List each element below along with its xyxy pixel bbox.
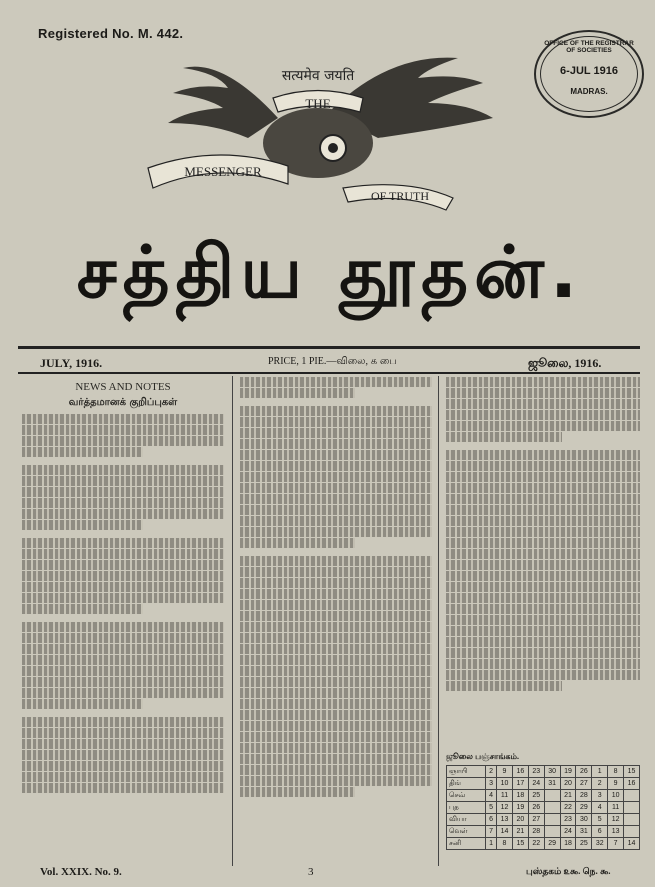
calendar-cell: 22 xyxy=(528,838,544,850)
stamp-date: 6-JUL 1916 xyxy=(560,65,618,77)
calendar-cell: 21 xyxy=(560,790,576,802)
column-divider-1 xyxy=(232,376,233,866)
eagle-wing-left xyxy=(168,67,278,138)
calendar-cell: 8 xyxy=(608,766,624,778)
column-1-body xyxy=(22,414,224,793)
calendar-row xyxy=(447,802,640,814)
calendar-cell: 17 xyxy=(512,778,528,790)
calendar-cell: 9 xyxy=(497,766,513,778)
calendar-cell: 16 xyxy=(512,766,528,778)
calendar-cell: 19 xyxy=(560,766,576,778)
calendar-cell: 4 xyxy=(592,802,608,814)
column-1 xyxy=(22,376,224,794)
calendar-cell xyxy=(624,814,640,826)
news-header: NEWS AND NOTES xyxy=(75,381,171,393)
registrar-stamp xyxy=(534,30,644,118)
calendar-cell: 24 xyxy=(560,826,576,838)
calendar-cell xyxy=(544,814,560,826)
calendar-cell: 5 xyxy=(592,814,608,826)
price: PRICE, 1 PIE.—விலை, ௧ பை xyxy=(268,356,397,367)
masthead-title: சத்திய தூதன். xyxy=(76,230,584,314)
calendar-row xyxy=(447,790,640,802)
calendar-cell: 26 xyxy=(528,802,544,814)
calendar-cell: 8 xyxy=(497,838,513,850)
calendar-cell: 23 xyxy=(560,814,576,826)
calendar-cell xyxy=(624,826,640,838)
calendar-cell: 21 xyxy=(512,826,528,838)
calendar-title: ஜூலை பஞ்சாங்கம். xyxy=(446,752,520,761)
issue-date: JULY, 1916. xyxy=(40,356,103,370)
calendar-cell: 18 xyxy=(512,790,528,802)
calendar-cell: 14 xyxy=(497,826,513,838)
calendar-cell: 2 xyxy=(486,766,497,778)
calendar-cell: 28 xyxy=(576,790,592,802)
calendar-cell: 23 xyxy=(528,766,544,778)
calendar-cell: 28 xyxy=(528,826,544,838)
calendar-cell: 29 xyxy=(576,802,592,814)
calendar-cell: 18 xyxy=(560,838,576,850)
calendar-cell xyxy=(624,802,640,814)
calendar-cell: 30 xyxy=(576,814,592,826)
calendar-cell: 15 xyxy=(624,766,640,778)
column-3 xyxy=(446,376,640,692)
calendar-cell: 29 xyxy=(544,838,560,850)
calendar-cell: 31 xyxy=(576,826,592,838)
calendar-cell xyxy=(544,802,560,814)
calendar-cell: 13 xyxy=(497,814,513,826)
top-rule xyxy=(18,346,640,349)
calendar-cell: 13 xyxy=(608,826,624,838)
emblem-motto: सत्यमेव जयति xyxy=(281,68,355,84)
calendar-row xyxy=(447,838,640,850)
calendar-cell: 20 xyxy=(560,778,576,790)
calendar-day-label: வெள் xyxy=(447,826,486,838)
calendar-cell: 22 xyxy=(560,802,576,814)
calendar-day-label: புத xyxy=(447,802,486,814)
calendar-cell: 12 xyxy=(608,814,624,826)
calendar-cell: 3 xyxy=(592,790,608,802)
eagle-pupil xyxy=(328,143,338,153)
calendar-cell: 20 xyxy=(512,814,528,826)
calendar-cell: 1 xyxy=(486,838,497,850)
column-2-body xyxy=(240,377,432,797)
calendar-cell: 4 xyxy=(486,790,497,802)
calendar-row xyxy=(447,766,640,778)
stamp-text: OFFICE OF THE REGISTRAR OF SOCIETIES xyxy=(544,40,634,54)
calendar-cell: 9 xyxy=(608,778,624,790)
ribbon-left-text: MESSENGER xyxy=(184,164,262,179)
calendar-cell: 25 xyxy=(576,838,592,850)
calendar-row xyxy=(447,778,640,790)
calendar-cell xyxy=(544,826,560,838)
calendar-cell: 31 xyxy=(544,778,560,790)
calendar-cell xyxy=(544,790,560,802)
calendar-cell xyxy=(624,790,640,802)
calendar-cell: 10 xyxy=(608,790,624,802)
column-2 xyxy=(240,376,432,798)
calendar-cell: 3 xyxy=(486,778,497,790)
calendar-cell: 5 xyxy=(486,802,497,814)
calendar-cell: 19 xyxy=(512,802,528,814)
calendar-day-label: திங் xyxy=(447,778,486,790)
calendar-cell: 6 xyxy=(486,814,497,826)
calendar-day-label: செவ் xyxy=(447,790,486,802)
eagle-emblem xyxy=(128,48,508,218)
news-subheader: வர்த்தமானக் குறிப்புகள் xyxy=(68,397,178,408)
calendar-cell: 7 xyxy=(486,826,497,838)
calendar-table xyxy=(446,765,640,850)
calendar-day-label: வியா xyxy=(447,814,486,826)
calendar-row xyxy=(447,814,640,826)
column-3-body xyxy=(446,377,640,691)
calendar-cell: 27 xyxy=(528,814,544,826)
calendar-cell: 10 xyxy=(497,778,513,790)
calendar-cell: 25 xyxy=(528,790,544,802)
calendar-cell: 11 xyxy=(497,790,513,802)
bottom-rule xyxy=(18,372,640,374)
column-divider-2 xyxy=(438,376,439,866)
calendar-cell: 27 xyxy=(576,778,592,790)
calendar-cell: 11 xyxy=(608,802,624,814)
calendar-cell: 1 xyxy=(592,766,608,778)
calendar-cell: 12 xyxy=(497,802,513,814)
ribbon-right-text: OF TRUTH xyxy=(370,189,430,203)
ribbon-top-text: THE xyxy=(305,96,331,111)
registration-number: Registered No. M. 442. xyxy=(38,26,184,41)
calendar xyxy=(446,752,640,850)
calendar-row xyxy=(447,826,640,838)
calendar-cell: 16 xyxy=(624,778,640,790)
page-number: 3 xyxy=(308,866,314,878)
calendar-cell: 14 xyxy=(624,838,640,850)
volume-number-tamil: புஸ்தகம் ௨௯. நெ. ௯. xyxy=(526,866,611,876)
calendar-cell: 30 xyxy=(544,766,560,778)
calendar-cell: 7 xyxy=(608,838,624,850)
calendar-cell: 32 xyxy=(592,838,608,850)
stamp-city: MADRAS. xyxy=(570,87,608,96)
calendar-day-label: சனி xyxy=(447,838,486,850)
calendar-cell: 6 xyxy=(592,826,608,838)
calendar-day-label: ஞாயி xyxy=(447,766,486,778)
volume-number: Vol. XXIX. No. 9. xyxy=(40,866,122,878)
calendar-cell: 2 xyxy=(592,778,608,790)
calendar-cell: 15 xyxy=(512,838,528,850)
issue-date-tamil: ஜூலை, 1916. xyxy=(528,356,602,370)
calendar-cell: 26 xyxy=(576,766,592,778)
calendar-cell: 24 xyxy=(528,778,544,790)
